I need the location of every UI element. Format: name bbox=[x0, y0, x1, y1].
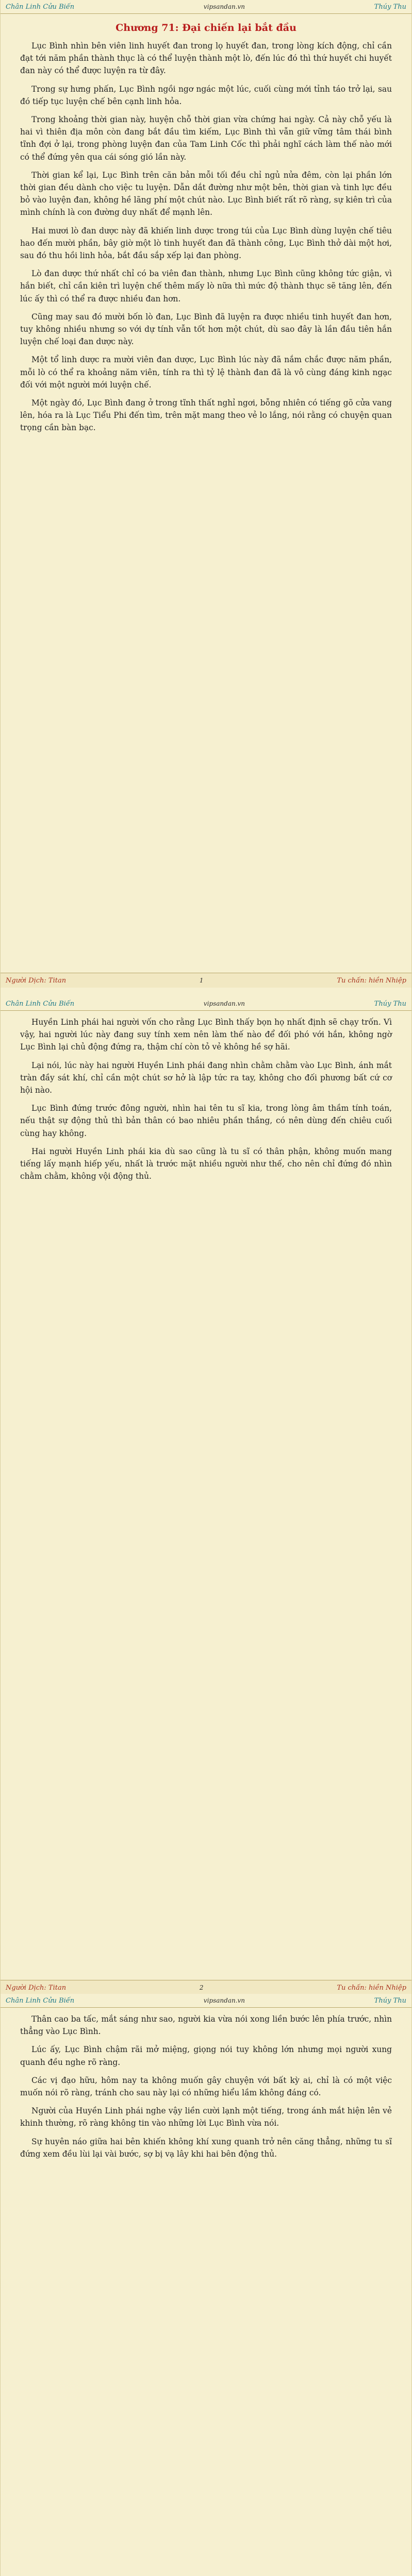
editor-label: Tu chấn: hiền Nhiệp bbox=[337, 976, 406, 985]
page-content bbox=[1, 2008, 411, 2576]
page bbox=[0, 997, 412, 1994]
page bbox=[0, 1994, 412, 2576]
paragraph: Trong sự hưng phấn, Lục Bình ngồi ngơ ngác một lúc, cuối cùng mới tỉnh táo trở lại, sau đó tiếp tục luyện chế bên cạnh linh hỏa. bbox=[20, 84, 392, 106]
book-title: Chân Linh Cửu Biến bbox=[6, 999, 75, 1008]
page-header bbox=[1, 0, 411, 14]
paragraph: Trong khoảng thời gian này, huyện chỗ thời gian vừa chứng hai ngày. Cả này chỗ yếu là hai vì thiên địa môn còn đang bắt đầu tìm kiếm, Lục Bình thì vẫn giữ vững tâm thái bình tĩnh đợi ở lại, trong phòng luyện đan của Tam Linh Cốc thì phải nghĩ cách làm thế nào mới có thể đứng yên qua cái sóng gió lần này. bbox=[20, 115, 392, 162]
paragraph: Lại nói, lúc này hai người Huyền Linh phái đang nhìn chằm chằm vào Lục Bình, ánh mắt tràn đầy sát khí, chỉ cần một chút sơ hở là lập tức ra tay, không cho đối phương bất cứ cơ hội nào. bbox=[20, 1060, 392, 1095]
paragraph: Một ngày đó, Lục Bình đang ở trong tĩnh thất nghỉ ngơi, bỗng nhiên có tiếng gõ cửa vang lên, hóa ra là Lục Tiểu Phi đến tìm, trên mặt mang theo vẻ lo lắng, nói rằng có chuyện quan trọng cần bàn bạc. bbox=[20, 398, 392, 433]
page-content bbox=[1, 14, 411, 973]
paragraph: Sự huyên náo giữa hai bên khiến không khí xung quanh trở nên căng thẳng, những tu sĩ đứng xem đều lùi lại vài bước, sợ bị vạ lây khi hai bên động thủ. bbox=[20, 2137, 392, 2159]
author-name: Thúy Thu bbox=[374, 3, 406, 11]
page-footer bbox=[1, 1980, 411, 1995]
translator-label: Người Dịch: Titan bbox=[6, 976, 67, 985]
page bbox=[0, 0, 412, 997]
paragraph: Hai người Huyền Linh phái kia dù sao cũng là tu sĩ có thân phận, không muốn mang tiếng lấy mạnh hiếp yếu, nhất là trước mặt nhiều người như thế, cho nên chỉ đứng đó nhìn chằm chằm, không vội động thủ. bbox=[20, 1146, 392, 1181]
site-name[interactable]: vipsandan.vn bbox=[203, 1000, 245, 1007]
page-header bbox=[1, 997, 411, 1011]
paragraph: Người của Huyền Linh phái nghe vậy liền cười lạnh một tiếng, trong ánh mắt hiện lên vẻ khinh thường, rõ ràng không tin vào những lời Lục Bình vừa nói. bbox=[20, 2106, 392, 2128]
paragraph: Thời gian kể lại, Lục Bình trên căn bản mỗi tối đều chỉ ngủ nửa đêm, còn lại phần lớn thời gian đều dành cho việc tu luyện. Dẫn dắt đường như một bên, thời gian và tinh lực đều bỏ vào luyện đan, không hề lãng phí một chút nào. Lục Bình biết rất rõ ràng, sự kiên trì của mình chính là con đường duy nhất để mạnh lên. bbox=[20, 170, 392, 217]
site-name[interactable]: vipsandan.vn bbox=[203, 3, 245, 10]
translator-label: Người Dịch: Titan bbox=[6, 1984, 67, 1992]
paragraph: Một tổ linh dược ra mười viên đan dược, Lục Bình lúc này đã nắm chắc được năm phần, mỗi lò có thể ra khoảng năm viên, tính ra thì tỷ lệ thành đan đã là vô cùng đáng kinh ngạc đối với một người mới luyện chế. bbox=[20, 355, 392, 389]
paragraph: Lúc ấy, Lục Bình chậm rãi mở miệng, giọng nói tuy không lớn nhưng mọi người xung quanh đều nghe rõ ràng. bbox=[20, 2045, 392, 2067]
paragraph: Lục Bình nhìn bên viên linh huyết đan trong lọ huyết đan, trong lòng kích động, chỉ cần đạt tới năm phần thành thục là có thể luyện thành một lò, đến lúc đó thì thứ huyết chi huyết đan này có thể được luyện ra từ đây. bbox=[20, 41, 392, 76]
author-name: Thúy Thu bbox=[374, 1996, 406, 2005]
paragraph: Các vị đạo hữu, hôm nay ta không muốn gây chuyện với bất kỳ ai, chỉ là có một việc muốn nói rõ ràng, tránh cho sau này lại có những hiểu lầm không đáng có. bbox=[20, 2075, 392, 2098]
paragraph: Lục Bình đứng trước đông người, nhìn hai tên tu sĩ kia, trong lòng âm thầm tính toán, nếu thật sự động thủ thì bản thân có bao nhiêu phần thắng, có nên dùng đến chiêu cuối cùng hay không. bbox=[20, 1104, 392, 1138]
editor-label: Tu chấn: hiền Nhiệp bbox=[337, 1984, 406, 1992]
page-header bbox=[1, 1994, 411, 2008]
page-content bbox=[1, 1011, 411, 1980]
site-name[interactable]: vipsandan.vn bbox=[203, 1997, 245, 2004]
paragraph: Cũng may sau đó mười bốn lò đan, Lục Bình đã luyện ra được nhiều tinh huyết đan hơn, tuy không nhiều nhưng so với dự tính vẫn tốt hơn một chút, dù sao đây là lần đầu tiên hắn luyện chế loại đan dược này. bbox=[20, 312, 392, 347]
paragraph: Thân cao ba tấc, mắt sáng như sao, người kia vừa nói xong liền bước lên phía trước, nhìn thẳng vào Lục Bình. bbox=[20, 2014, 392, 2037]
book-title: Chân Linh Cửu Biến bbox=[6, 1996, 75, 2005]
paragraph: Lò đan dược thứ nhất chỉ có ba viên đan thành, nhưng Lục Bình cũng không tức giận, vì hắn biết, chỉ cần kiên trì luyện chế thêm mấy lò nữa thì mức độ thành thục sẽ tăng lên, đến lúc ấy thì có thể ra được nhiều đan hơn. bbox=[20, 269, 392, 303]
book-title: Chân Linh Cửu Biến bbox=[6, 3, 75, 11]
paragraph: Hai mươi lò đan dược này đã khiến linh dược trong túi của Lục Bình dùng luyện chế tiêu hao đến mười phần, bây giờ một lò tinh huyết đan đã thành công, Lục Bình thở dài một hơi, sau đó thu hồi linh hỏa, bắt đầu sắp xếp lại đan phòng. bbox=[20, 226, 392, 261]
page-number: 1 bbox=[199, 977, 204, 984]
page-footer bbox=[1, 973, 411, 988]
author-name: Thúy Thu bbox=[374, 999, 406, 1008]
page-number: 2 bbox=[199, 1984, 204, 1991]
chapter-title: Chương 71: Đại chiến lại bắt đầu bbox=[116, 22, 296, 33]
paragraph: Huyền Linh phái hai người vốn cho rằng Lục Bình thấy bọn họ nhất định sẽ chạy trốn. Vì vậy, hai người lúc này đang suy tính xem nên làm thế nào để đối phó với hắn, không ngờ Lục Bình lại chủ động đứng ra, thậm chí còn tỏ vẻ không hề sợ hãi. bbox=[20, 1018, 392, 1052]
